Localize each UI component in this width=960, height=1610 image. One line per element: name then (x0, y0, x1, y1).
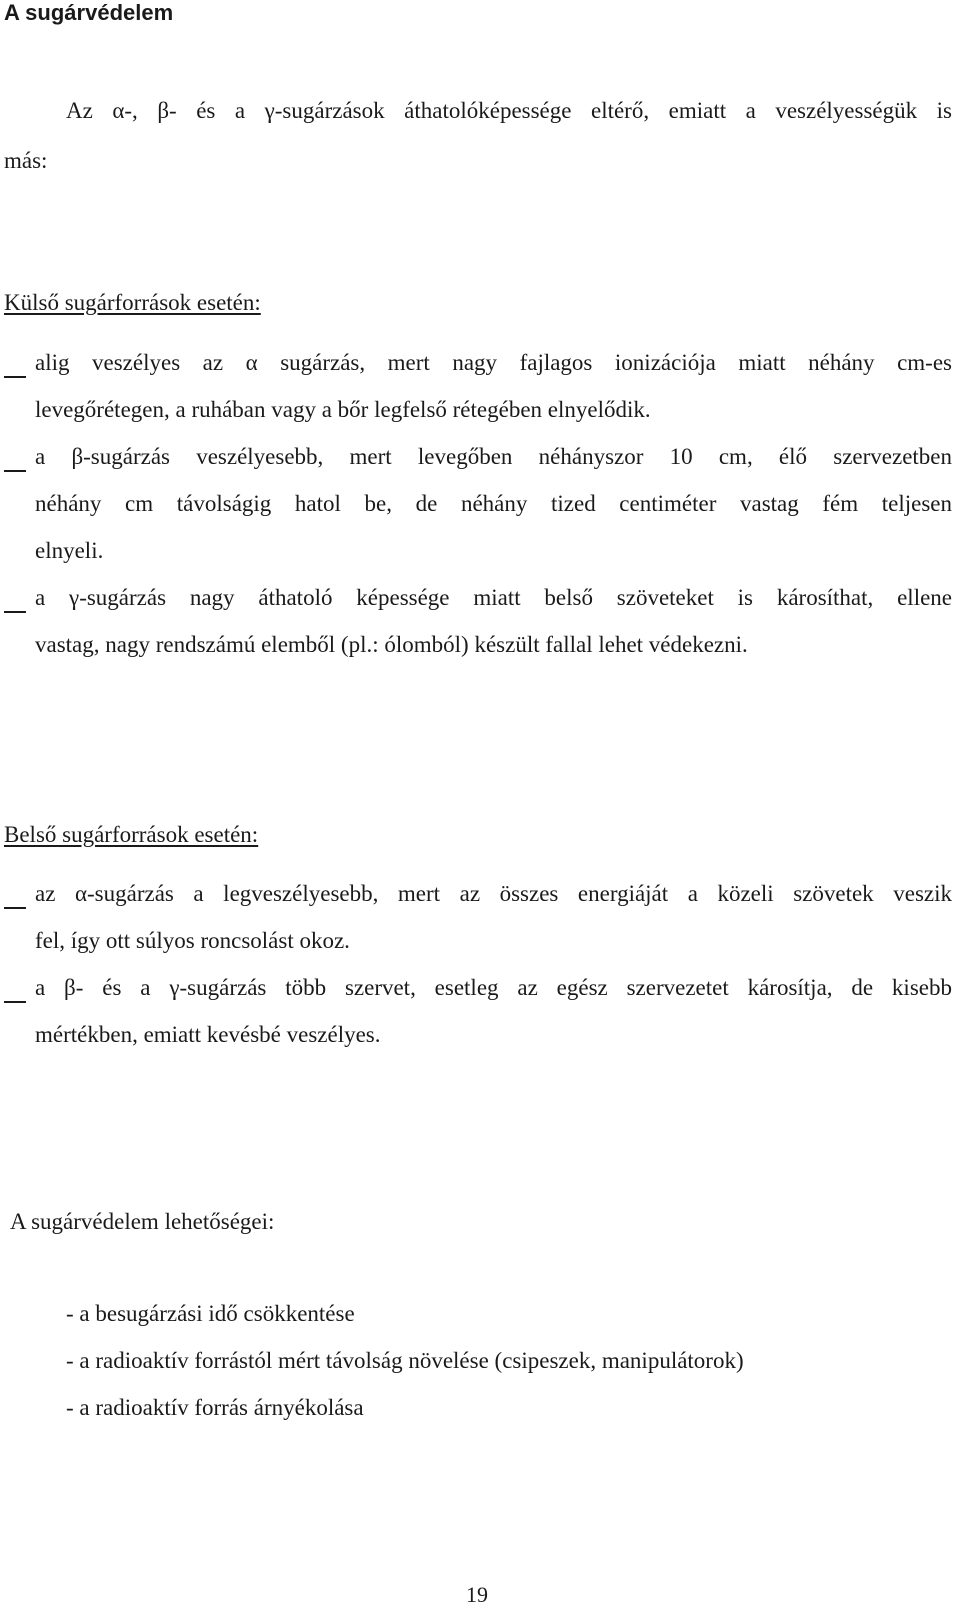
intro-line: más: (4, 148, 48, 173)
protection-option: - a radioaktív forrás árnyékolása (66, 1395, 364, 1420)
page-number: 19 (466, 1582, 488, 1607)
list-item-line: a β- és a γ-sugárzás több szervet, esetleg az egész szervezetet károsítja, de kisebb (35, 975, 952, 1000)
intro-line: Az α-, β- és a γ-sugárzások áthatolóképessége eltérő, emiatt a veszélyességük is (66, 98, 952, 123)
internal-sources-heading: Belső sugárforrások esetén: (4, 822, 259, 847)
list-item-line: mértékben, emiatt kevésbé veszélyes. (35, 1022, 381, 1047)
list-item-line: alig veszélyes az α sugárzás, mert nagy fajlagos ionizációja miatt néhány cm-es (35, 350, 952, 375)
protection-option: - a besugárzási idő csökkentése (66, 1301, 355, 1326)
list-item-line: a γ-sugárzás nagy áthatoló képessége miatt belső szöveteket is károsíthat, ellene (35, 585, 952, 610)
list-item-line: fel, így ott súlyos roncsolást okoz. (35, 928, 350, 953)
list-item-line: elnyeli. (35, 538, 104, 563)
page-title: A sugárvédelem (4, 0, 174, 25)
list-item-line: vastag, nagy rendszámú elemből (pl.: ólomból) készült fallal lehet védekezni. (35, 632, 748, 657)
dash-bullet-icon (4, 470, 26, 472)
dash-bullet-icon (4, 376, 26, 378)
dash-bullet-icon (4, 1001, 26, 1003)
list-item-line: néhány cm távolságig hatol be, de néhány tized centiméter vastag fém teljesen (35, 491, 952, 516)
protection-options-heading: A sugárvédelem lehetőségei: (10, 1209, 275, 1234)
dash-bullet-icon (4, 611, 26, 613)
external-sources-heading: Külső sugárforrások esetén: (4, 290, 261, 315)
list-item-line: levegőrétegen, a ruhában vagy a bőr legfelső rétegében elnyelődik. (35, 397, 651, 422)
list-item-line: az α-sugárzás a legveszélyesebb, mert az összes energiáját a közeli szövetek veszik (35, 881, 952, 906)
list-item-line: a β-sugárzás veszélyesebb, mert levegőben néhányszor 10 cm, élő szervezetben (35, 444, 952, 469)
dash-bullet-icon (4, 907, 26, 909)
protection-option: - a radioaktív forrástól mért távolság növelése (csipeszek, manipulátorok) (66, 1348, 744, 1373)
